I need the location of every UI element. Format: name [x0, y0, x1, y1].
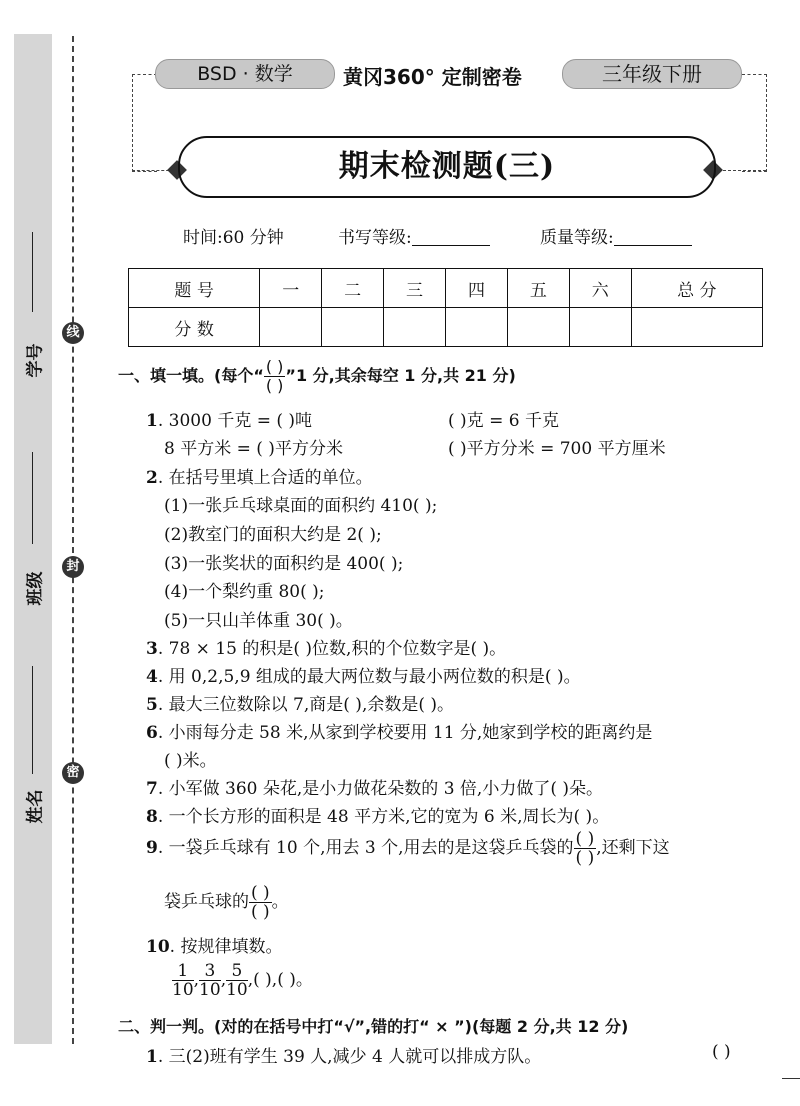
q10-sequence: $\frac{1}{10}$ , $\frac{3}{10}$ , $\frac{5}{10}$ ,( ),( )。 [172, 961, 313, 1000]
score-cell[interactable] [322, 308, 384, 347]
section1-title: 一、填一填。(每个“ $\frac{( )}{( )}$ ”1 分,其余每空 1 分,共 21 分) [118, 357, 516, 395]
binding-dashed-line [72, 36, 74, 1044]
score-cell[interactable] [384, 308, 446, 347]
header-cell: 六 [569, 269, 631, 308]
page-title: 期末检测题(三) [178, 136, 716, 198]
q1-line-c: 8 平方米 = ( )平方分米 [164, 439, 343, 459]
header-left-bracket [132, 74, 157, 172]
name-label: 姓名 [25, 789, 46, 824]
q2-item-3: (3)一张奖状的面积约是 400( ); [164, 554, 404, 574]
score-cell[interactable] [569, 308, 631, 347]
judge-1: 1. 三(2)班有学生 39 人,减少 4 人就可以排成方队。 [146, 1047, 542, 1067]
header-cell: 二 [322, 269, 384, 308]
q2-stem: 2. 在括号里填上合适的单位。 [146, 468, 373, 488]
class-line [32, 452, 34, 544]
q1-line-d: ( )平方分米 = 700 平方厘米 [448, 439, 666, 459]
header-cell: 一 [260, 269, 322, 308]
q6-continued: ( )米。 [164, 751, 217, 771]
header-right-bracket [742, 74, 767, 172]
section2-title: 二、判一判。(对的在括号中打“√”,错的打“ × ”)(每题 2 分,共 12 分) [118, 1017, 629, 1036]
header-cell: 总 分 [631, 269, 762, 308]
grade-pill: 三年级下册 [562, 59, 742, 89]
q2-item-2: (2)教室门的面积大约是 2( ); [164, 525, 382, 545]
score-cell[interactable] [507, 308, 569, 347]
brand-title: 黄冈360° 定制密卷 [343, 65, 522, 89]
student-id-label: 学号 [25, 343, 46, 378]
quality-grade-blank[interactable] [614, 229, 692, 246]
header-cell: 三 [384, 269, 446, 308]
writing-grade-label: 书写等级: [338, 228, 412, 248]
q9-remaining-fraction-blank[interactable]: $\frac{( )}{( )}$ [251, 883, 270, 922]
subject-pill: BSD · 数学 [155, 59, 335, 89]
page-edge-mark [782, 1078, 800, 1079]
q9-continued: 袋乒乓球的 $\frac{( )}{( )}$ 。 [164, 883, 289, 922]
quality-grade-label: 质量等级: [540, 228, 614, 248]
q10-fraction: $\frac{1}{10}$ [172, 961, 194, 1000]
q1-line-b: ( )克 = 6 千克 [448, 411, 559, 431]
q8: 8. 一个长方形的面积是 48 平方米,它的宽为 6 米,周长为( )。 [146, 807, 610, 827]
name-line [32, 666, 34, 774]
seal-secret-mark: 密 [62, 762, 84, 784]
q2-item-4: (4)一个梨约重 80( ); [164, 582, 325, 602]
class-label: 班级 [25, 571, 46, 606]
header-cell: 四 [445, 269, 507, 308]
score-table-score-row [129, 308, 763, 347]
q10-fraction: $\frac{3}{10}$ [199, 961, 221, 1000]
header-cell: 五 [507, 269, 569, 308]
q4: 4. 用 0,2,5,9 组成的最大两位数与最小两位数的积是( )。 [146, 667, 581, 687]
writing-grade-blank[interactable] [412, 229, 490, 246]
q9-fraction-blank[interactable]: $\frac{( )}{( )}$ [575, 829, 595, 868]
score-table [128, 268, 763, 347]
q1-line-a: 1. 3000 千克 = ( )吨 [146, 411, 313, 431]
quality-grade [540, 223, 692, 248]
header-right-connector [718, 170, 766, 171]
q10-stem: 10. 按规律填数。 [146, 937, 283, 957]
q3: 3. 78 × 15 的积是( )位数,积的个位数字是( )。 [146, 639, 507, 659]
q6: 6. 小雨每分走 58 米,从家到学校要用 11 分,她家到学校的距离约是 [146, 723, 653, 743]
writing-grade [338, 223, 490, 248]
seal-line-mark: 线 [62, 322, 84, 344]
q10-fraction: $\frac{5}{10}$ [226, 961, 248, 1000]
score-cell[interactable] [631, 308, 762, 347]
judge-1-answer-bracket[interactable]: ( ) [712, 1042, 731, 1062]
q5: 5. 最大三位数除以 7,商是( ),余数是( )。 [146, 695, 455, 715]
score-row-label: 分 数 [129, 308, 260, 347]
student-id-line [32, 232, 34, 312]
score-table-header-row [129, 269, 763, 308]
q7: 7. 小军做 360 朵花,是小力做花朵数的 3 倍,小力做了( )朵。 [146, 779, 604, 799]
q2-item-1: (1)一张乒乓球桌面的面积约 410( ); [164, 496, 438, 516]
q9: 9. 一袋乒乓球有 10 个,用去 3 个,用去的是这袋乒乓袋的 $\frac{( )}{( )}$ ,还剩下这 [146, 829, 670, 868]
score-cell[interactable] [260, 308, 322, 347]
q2-item-5: (5)一只山羊体重 30( )。 [164, 611, 353, 631]
header-cell: 题 号 [129, 269, 260, 308]
seal-seal-mark: 封 [62, 556, 84, 578]
section1-fraction: $\frac{( )}{( )}$ [265, 357, 284, 395]
exam-time: 时间:60 分钟 [183, 228, 284, 248]
score-cell[interactable] [445, 308, 507, 347]
